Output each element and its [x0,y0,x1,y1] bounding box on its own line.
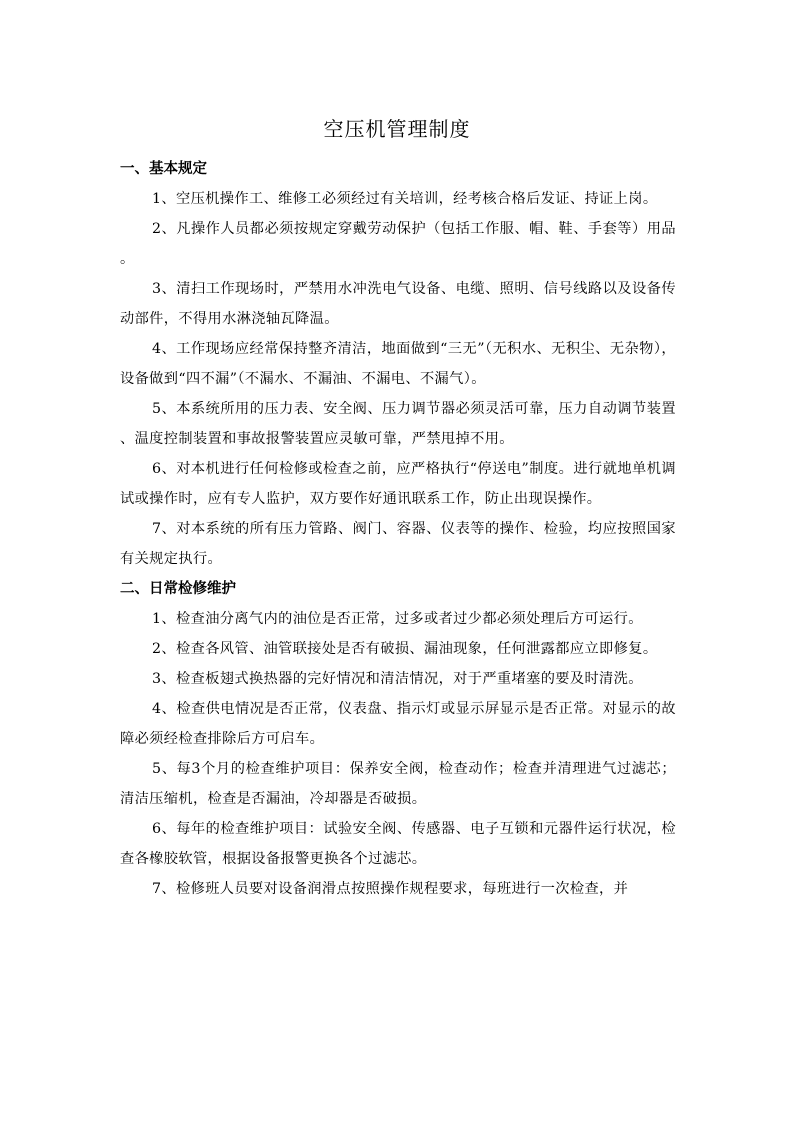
section-heading: 一、基本规定 [120,161,207,177]
paragraph: 7、检修班人员要对设备润滑点按照操作规程要求，每班进行一次检查，并 [152,881,629,897]
paragraph: 6、对本机进行任何检修或检查之前，应严格执行“停送电”制度。进行就地单机调试或操作时，应有专人监护，双方要作好通讯联系工作，防止出现误操作。 [120,461,676,507]
paragraph: 3、清扫工作现场时，严禁用水冲洗电气设备、电缆、照明、信号线路以及设备传动部件，不得用水淋浇轴瓦降温。 [120,281,676,327]
paragraph: 1、检查油分离气内的油位是否正常，过多或者过少都必须处理后方可运行。 [152,611,643,627]
page-title: 空压机管理制度 [323,117,471,141]
paragraph: 1、空压机操作工、维修工必须经过有关培训，经考核合格后发证、持证上岗。 [152,191,658,207]
section-heading: 二、日常检修维护 [120,581,236,597]
paragraph: 7、对本系统的所有压力管路、阀门、容器、仪表等的操作、检验，均应按照国家有关规定执行。 [120,521,676,567]
paragraph: 3、检查板翅式换热器的完好情况和清洁情况，对于严重堵塞的要及时清洗。 [152,671,643,687]
paragraph: 2、凡操作人员都必须按规定穿戴劳动保护（包括工作服、帽、鞋、手套等）用品。 [120,221,676,267]
paragraph: 5、每3个月的检查维护项目：保养安全阀，检查动作；检查并清理进气过滤芯；清洁压缩机，检查是否漏油，冷却器是否破损。 [120,761,676,807]
paragraph: 5、本系统所用的压力表、安全阀、压力调节器必须灵活可靠，压力自动调节装置、温度控制装置和事故报警装置应灵敏可靠，严禁甩掉不用。 [120,401,676,447]
paragraph: 2、检查各风管、油管联接处是否有破损、漏油现象，任何泄露都应立即修复。 [152,641,658,657]
document-body [120,154,676,904]
paragraph: 4、工作现场应经常保持整齐清洁，地面做到“三无”（无积水、无积尘、无杂物），设备做到“四不漏”（不漏水、不漏油、不漏电、不漏气）。 [120,341,676,387]
paragraph: 4、检查供电情况是否正常，仪表盘、指示灯或显示屏显示是否正常。对显示的故障必须经检查排除后方可启车。 [120,701,676,747]
paragraph: 6、每年的检查维护项目：试验安全阀、传感器、电子互锁和元器件运行状况，检查各橡胶软管，根据设备报警更换各个过滤芯。 [120,821,676,867]
